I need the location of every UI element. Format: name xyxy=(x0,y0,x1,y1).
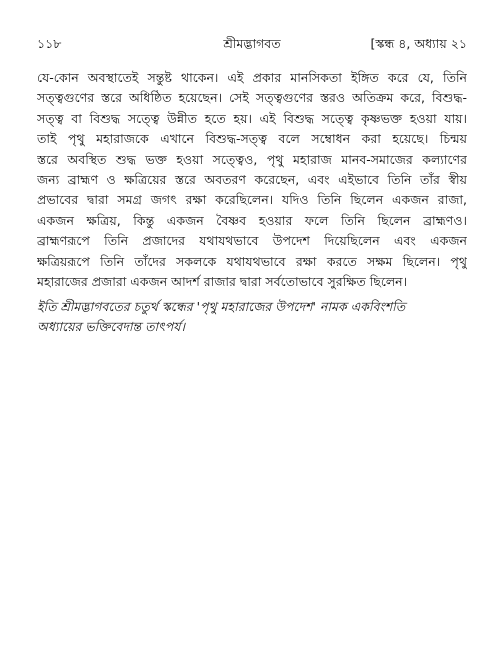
paragraph-line: জন্য ব্রাহ্মণ ও ক্ষত্রিয়ের স্তরে অবতরণ করেছেন, এবং এইভাবে তিনি তাঁর স্বীয় xyxy=(37,171,467,187)
paragraph-line: ক্ষত্রিয়রূপে তিনি তাঁদের সকলকে যথাযথভাবে রক্ষা করতে সক্ষম ছিলেন। পৃথু xyxy=(37,253,467,269)
section-reference: [স্কন্ধ ৪, অধ্যায় ২১ xyxy=(370,36,467,51)
paragraph-line: সত্ত্বগুণের স্তরে অধিষ্ঠিত হয়েছেন। সেই সত্ত্বগুণের স্তরও অতিক্রম করে, বিশুদ্ধ- xyxy=(37,90,467,106)
colophon-line: অধ্যায়ের ভক্তিবেদান্ত তাৎপর্য। xyxy=(37,319,185,335)
paragraph-line: যে-কোন অবস্থাতেই সন্তুষ্ট থাকেন। এই প্রকার মানসিকতা ইঙ্গিত করে যে, তিনি xyxy=(37,70,467,85)
paragraph-line: তাই পৃথু মহারাজকে এখানে বিশুদ্ধ-সত্ত্ব বলে সম্বোধন করা হয়েছে। চিন্ময় xyxy=(37,131,467,147)
paragraph-line: প্রভাবের দ্বারা সমগ্র জগৎ রক্ষা করেছিলেন। যদিও তিনি ছিলেন একজন রাজা, xyxy=(37,192,467,208)
paragraph-line: স্তরে অবস্থিত শুদ্ধ ভক্ত হওয়া সত্ত্বেও, পৃথু মহারাজ মানব-সমাজের কল্যাণের xyxy=(37,151,467,167)
purport-paragraph xyxy=(37,68,467,292)
paragraph-line: সত্ত্ব বা বিশুদ্ধ সত্ত্বে উন্নীত হতে হয়। এই বিশুদ্ধ সত্ত্বে কৃষ্ণভক্ত হওয়া যায়। xyxy=(37,110,467,126)
running-title: শ্রীমদ্ভাগবত xyxy=(223,36,281,51)
paragraph-line: একজন ক্ষত্রিয়, কিন্তু একজন বৈষ্ণব হওয়ার ফলে তিনি ছিলেন ব্রাহ্মণও। xyxy=(37,212,467,228)
colophon-line: ইতি শ্রীমদ্ভাগবতের চতুর্থ স্কন্ধের 'পৃথু মহারাজের উপদেশ' নামক একবিংশতি xyxy=(37,299,406,314)
paragraph-line: মহারাজের প্রজারা একজন আদর্শ রাজার দ্বারা সর্বতোভাবে সুরক্ষিত ছিলেন। xyxy=(37,273,408,289)
page-number: ১১৮ xyxy=(37,36,62,51)
paragraph-line: ব্রাহ্মণরূপে তিনি প্রজাদের যথাযথভাবে উপদেশ দিয়েছিলেন এবং একজন xyxy=(37,233,467,249)
chapter-colophon xyxy=(37,297,467,338)
page-header xyxy=(37,36,467,56)
